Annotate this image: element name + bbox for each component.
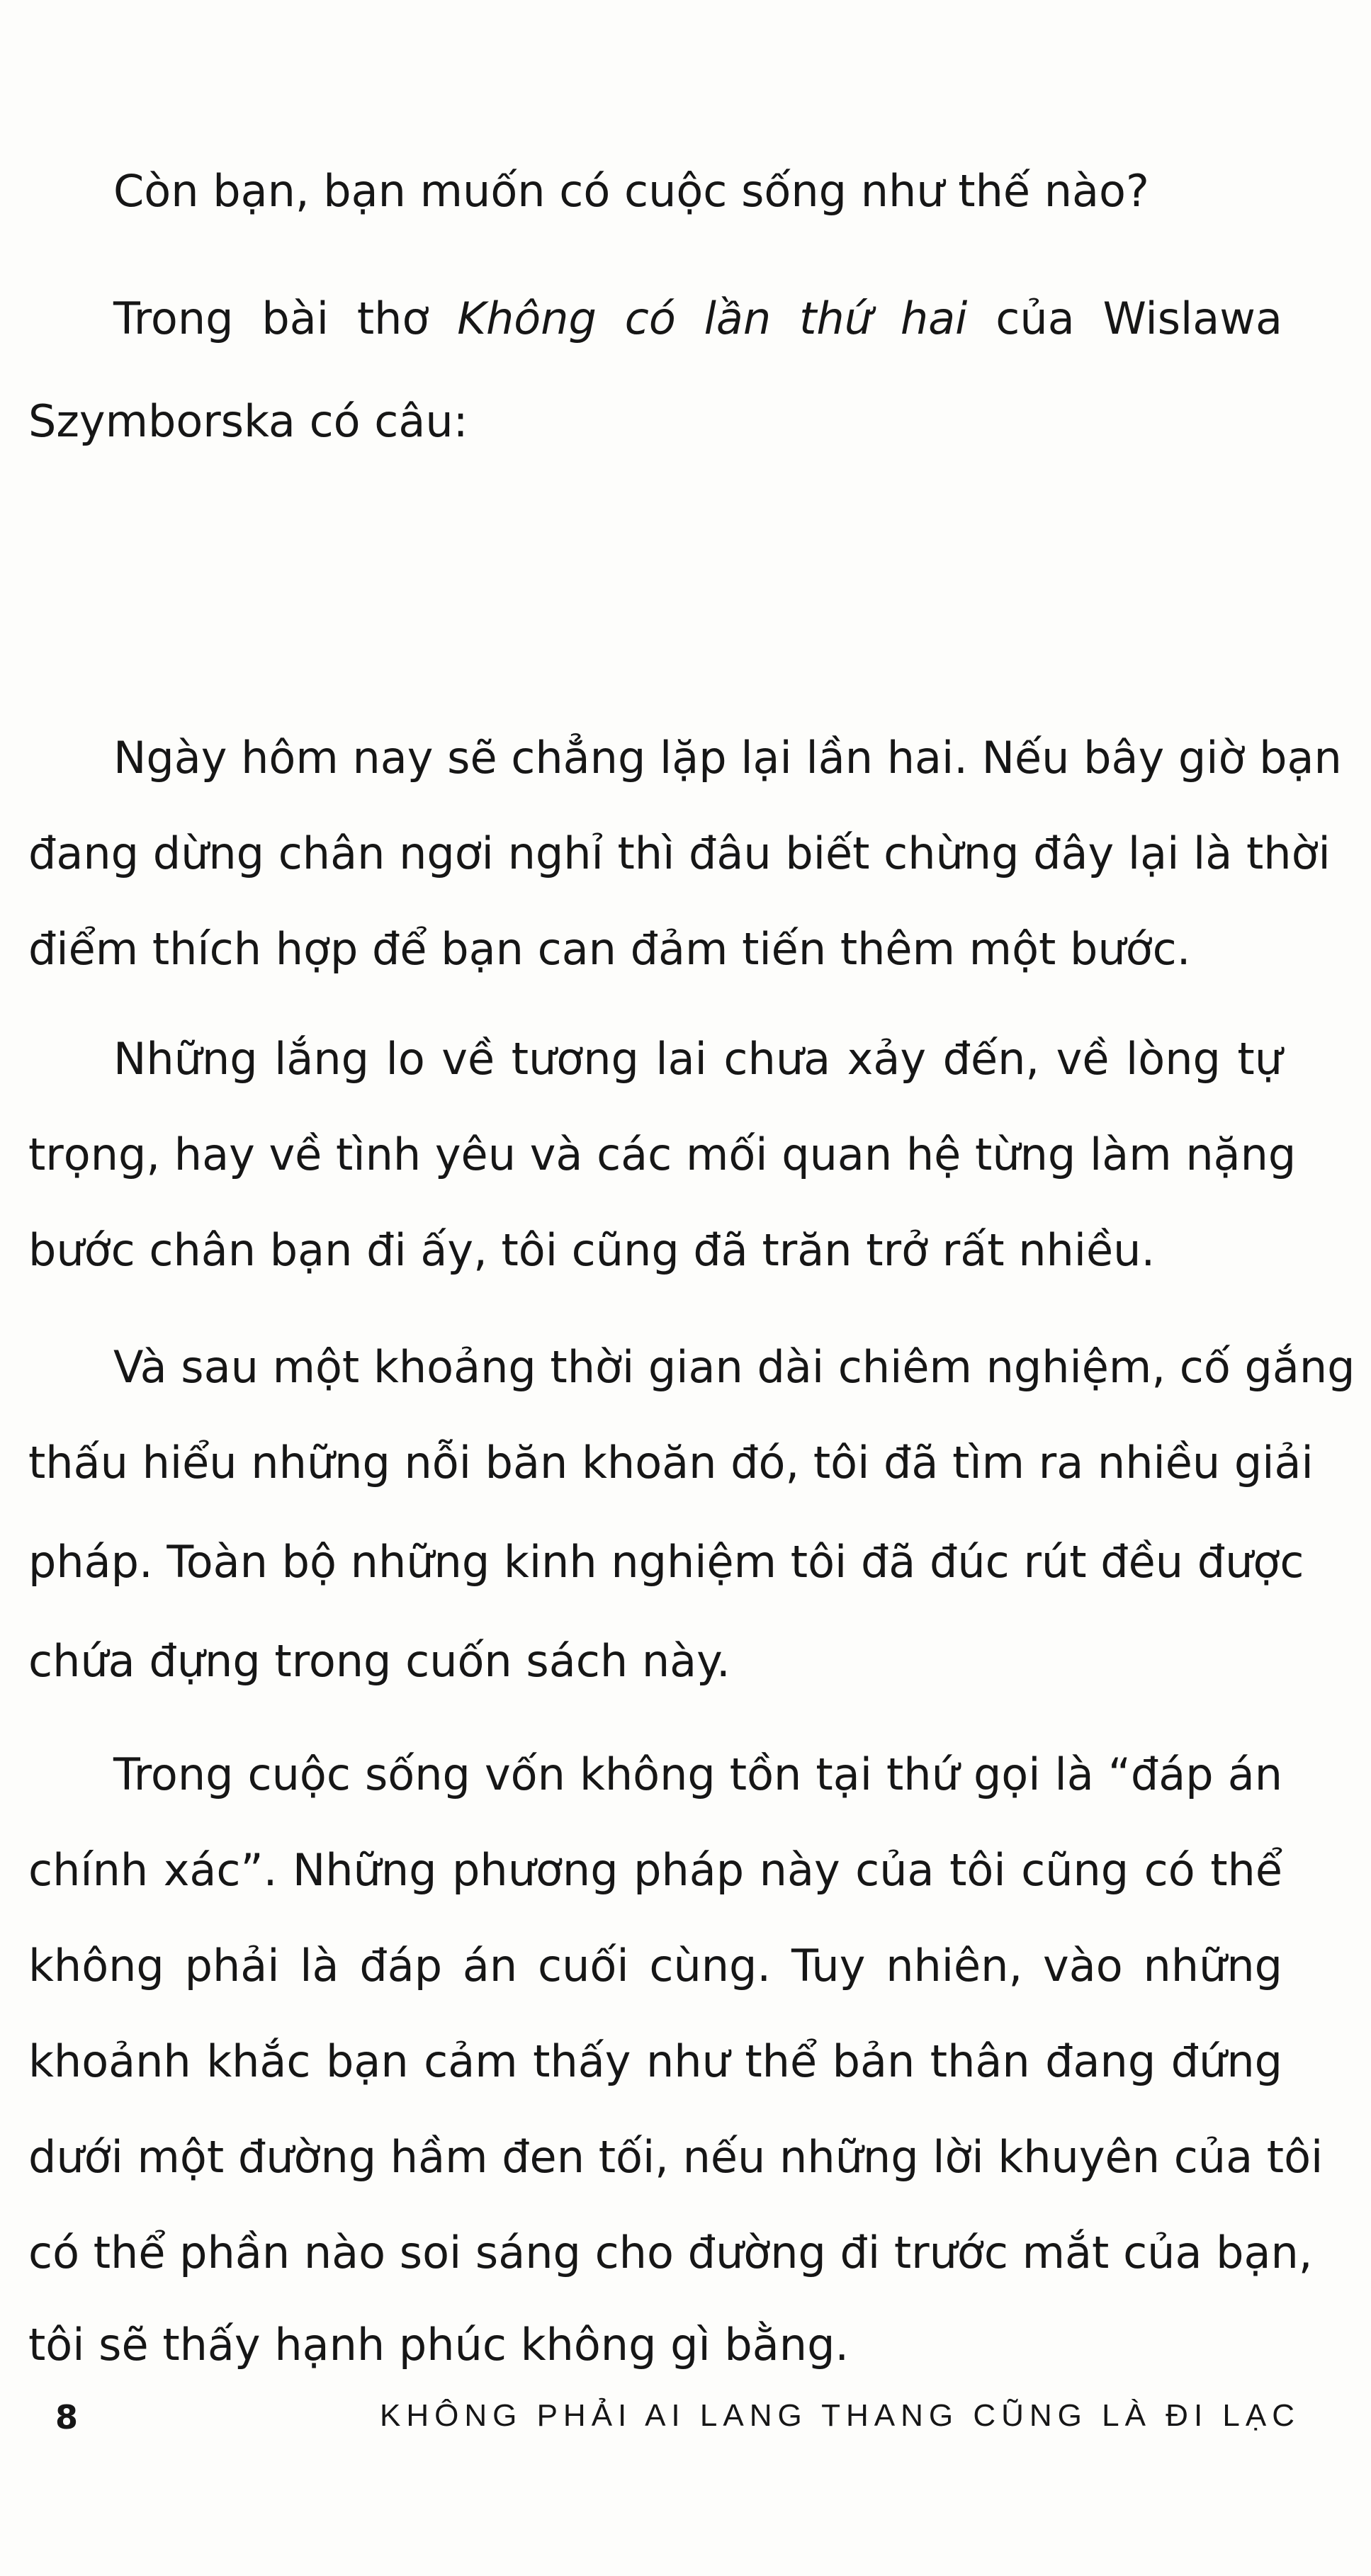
- paragraph-5-line-4: chứa đựng trong cuốn sách này.: [28, 1635, 730, 1687]
- paragraph-1-line-1: Còn bạn, bạn muốn có cuộc sống như thế nào?: [113, 165, 1149, 217]
- page-number: 8: [55, 2398, 81, 2436]
- paragraph-4-line-2: trọng, hay về tình yêu và các mối quan hệ từng làm nặng: [28, 1129, 1297, 1180]
- paragraph-6-line-6: có thể phần nào soi sáng cho đường đi trước mắt của bạn,: [28, 2227, 1313, 2278]
- paragraph-6-line-3: không phải là đáp án cuối cùng. Tuy nhiên, vào những: [28, 1940, 1282, 1992]
- paragraph-4-line-1: Những lắng lo về tương lai chưa xảy đến, về lòng tự: [113, 1033, 1282, 1085]
- paragraph-5-line-2: thấu hiểu những nỗi băn khoăn đó, tôi đã tìm ra nhiều giải: [28, 1437, 1314, 1488]
- paragraph-5-line-3: pháp. Toàn bộ những kinh nghiệm tôi đã đúc rút đều được: [28, 1536, 1304, 1588]
- paragraph-2-text-end: của Wislawa: [967, 293, 1282, 344]
- paragraph-5-line-1: Và sau một khoảng thời gian dài chiêm nghiệm, cố gắng: [113, 1341, 1355, 1393]
- paragraph-6-line-7: tôi sẽ thấy hạnh phúc không gì bằng.: [28, 2319, 850, 2371]
- paragraph-3-line-2: đang dừng chân ngơi nghỉ thì đâu biết chừng đây lại là thời: [28, 827, 1331, 879]
- paragraph-2-text-start: Trong bài thơ: [113, 293, 458, 344]
- paragraph-3-line-3: điểm thích hợp để bạn can đảm tiến thêm một bước.: [28, 923, 1191, 975]
- paragraph-2-line-1: [113, 290, 1282, 347]
- paragraph-2-line-2: Szymborska có câu:: [28, 395, 468, 447]
- running-title: KHÔNG PHẢI AI LANG THANG CŨNG LÀ ĐI LẠC: [380, 2398, 1300, 2433]
- paragraph-6-line-5: dưới một đường hầm đen tối, nếu những lời khuyên của tôi: [28, 2131, 1324, 2183]
- paragraph-4-line-3: bước chân bạn đi ấy, tôi cũng đã trăn trở rất nhiều.: [28, 1224, 1156, 1276]
- paragraph-6-line-2: chính xác”. Những phương pháp này của tôi cũng có thể: [28, 1844, 1282, 1896]
- paragraph-3-line-1: Ngày hôm nay sẽ chẳng lặp lại lần hai. Nếu bây giờ bạn: [113, 732, 1342, 784]
- paragraph-6-line-1: Trong cuộc sống vốn không tồn tại thứ gọi là “đáp án: [113, 1749, 1282, 1800]
- poem-title: Không có lần thứ hai: [457, 293, 968, 344]
- paragraph-6-line-4: khoảnh khắc bạn cảm thấy như thể bản thân đang đứng: [28, 2035, 1282, 2087]
